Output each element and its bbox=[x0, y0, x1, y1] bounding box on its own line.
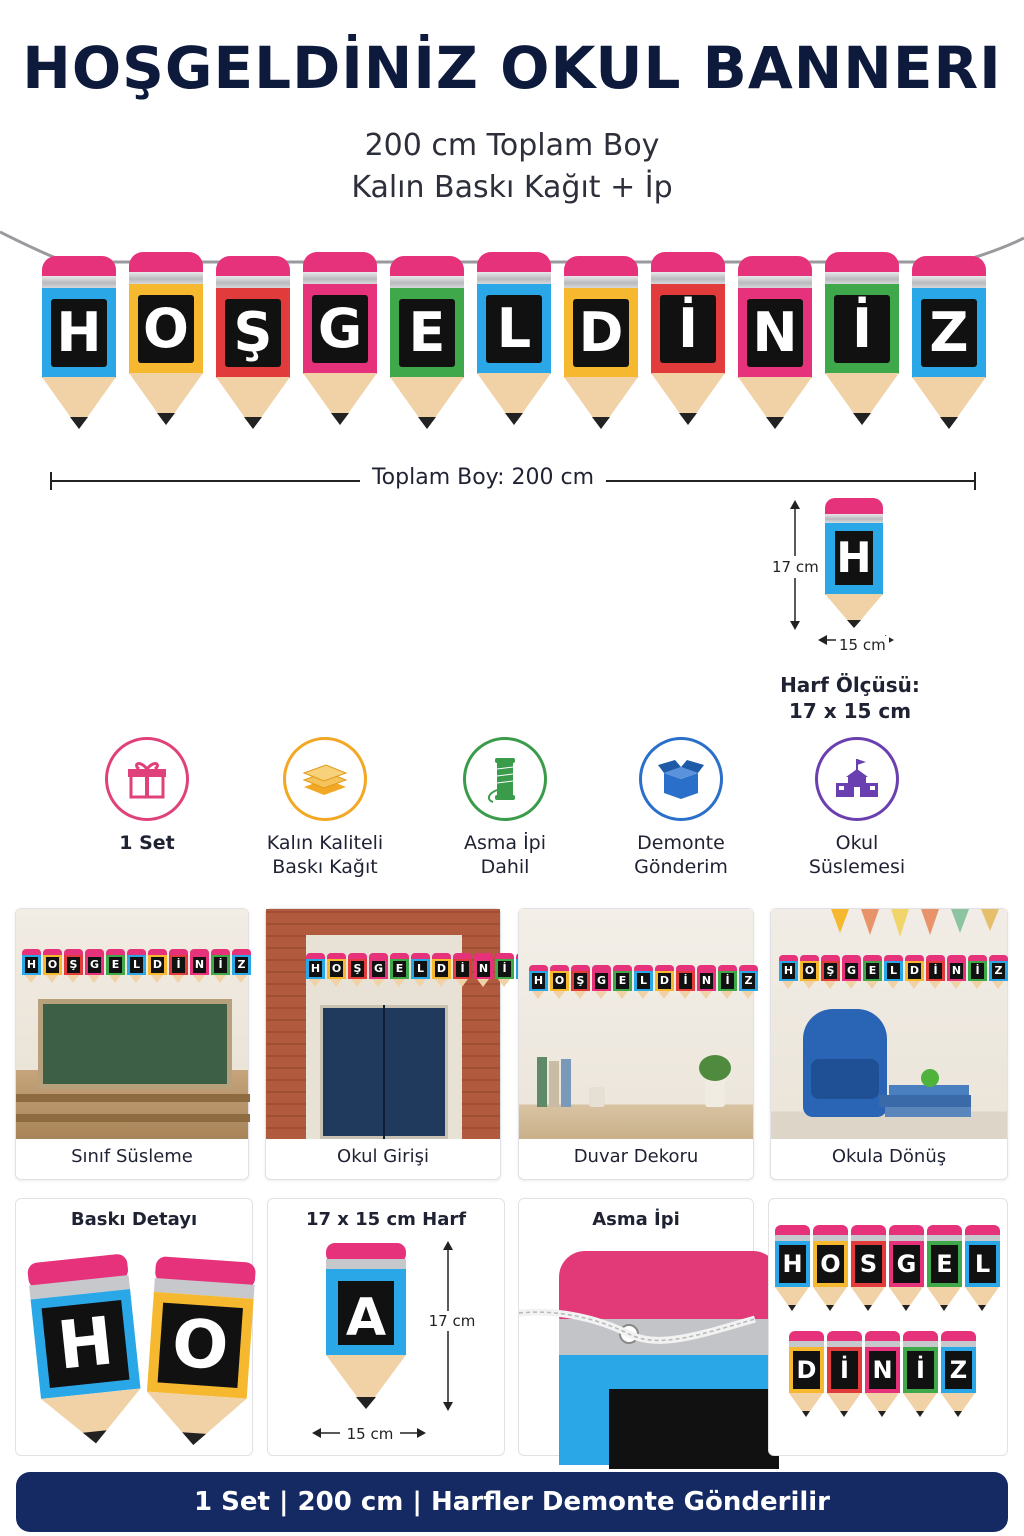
photo-caption: Okul Girişi bbox=[337, 1146, 429, 1167]
mini-pencil: O bbox=[550, 965, 569, 999]
split-pencil: L bbox=[965, 1225, 1000, 1315]
mini-pencil: H bbox=[529, 965, 548, 999]
banner-pencil-9 bbox=[734, 256, 816, 436]
mini-pencil: Z bbox=[989, 955, 1008, 989]
mini-pencil: İ bbox=[211, 949, 230, 983]
mini-pencil: H bbox=[22, 949, 41, 983]
photo-back-to-school bbox=[770, 908, 1008, 1180]
banner-pencil-6 bbox=[473, 252, 555, 432]
mini-pencil: E bbox=[863, 955, 882, 989]
mini-pencil: Ş bbox=[571, 965, 590, 999]
mini-pencil: İ bbox=[495, 953, 514, 987]
split-pencil: D bbox=[789, 1331, 824, 1421]
split-pencil: İ bbox=[903, 1331, 938, 1421]
single-letter: H bbox=[835, 531, 873, 585]
mini-pencil: İ bbox=[676, 965, 695, 999]
feature-school-label: Okul Süslemesi bbox=[808, 832, 906, 878]
mini-pencil: Ş bbox=[64, 949, 83, 983]
size-detail-graphic bbox=[268, 1239, 506, 1457]
banner-letter: İ bbox=[660, 295, 716, 363]
single-height-label: 17 cm bbox=[772, 558, 819, 576]
mini-pencil: İ bbox=[718, 965, 737, 999]
photo-entrance bbox=[265, 908, 507, 1180]
banner-letter: Z bbox=[921, 299, 977, 367]
single-width-label: 15 cm bbox=[836, 636, 889, 654]
mini-pencil: Z bbox=[739, 965, 758, 999]
svg-text:A: A bbox=[345, 1288, 387, 1348]
paper-stack-icon bbox=[283, 737, 367, 821]
detail-rope bbox=[518, 1198, 754, 1456]
single-letter-pencil bbox=[823, 498, 885, 630]
banner-pencil-10 bbox=[821, 252, 903, 432]
mini-pencil: N bbox=[947, 955, 966, 989]
split-pencil: N bbox=[865, 1331, 900, 1421]
banner-letter: İ bbox=[834, 295, 890, 363]
letter-size-title-2: 17 x 15 cm bbox=[788, 699, 912, 723]
split-pencil: E bbox=[927, 1225, 962, 1315]
print-letter-2: O bbox=[169, 1304, 231, 1386]
mini-pencil: İ bbox=[968, 955, 987, 989]
photo-caption: Sınıf Süsleme bbox=[71, 1146, 193, 1167]
mini-pencil: Z bbox=[232, 949, 251, 983]
mini-pencil: H bbox=[779, 955, 798, 989]
mini-pencil: İ bbox=[453, 953, 472, 987]
svg-text:17 cm: 17 cm bbox=[428, 1312, 476, 1330]
photo-caption: Okula Dönüş bbox=[831, 1146, 947, 1167]
feature-rope-label: Asma İpi Dahil bbox=[463, 832, 547, 878]
banner-pencil-1 bbox=[38, 256, 120, 436]
mini-pencil: H bbox=[306, 953, 325, 987]
mini-pencil: G bbox=[842, 955, 861, 989]
feature-box bbox=[596, 737, 766, 879]
banner-pencil-5 bbox=[386, 256, 468, 436]
print-detail-graphic bbox=[16, 1239, 254, 1457]
subtitle-length: 200 cm Toplam Boy bbox=[364, 128, 660, 163]
banner-letter: O bbox=[138, 295, 194, 363]
mini-pencil: Ş bbox=[348, 953, 367, 987]
mini-pencil: N bbox=[474, 953, 493, 987]
school-icon bbox=[815, 737, 899, 821]
split-pencil: O bbox=[813, 1225, 848, 1315]
mini-pencil: G bbox=[85, 949, 104, 983]
mini-pencil: O bbox=[800, 955, 819, 989]
mini-pencil: L bbox=[634, 965, 653, 999]
split-row-1 bbox=[775, 1225, 1000, 1315]
mini-pencil: D bbox=[655, 965, 674, 999]
banner-letter: D bbox=[573, 299, 629, 367]
banner-pencil-7 bbox=[560, 256, 642, 436]
mini-pencil: D bbox=[905, 955, 924, 989]
mini-pencil: İ bbox=[169, 949, 188, 983]
letter-size-title bbox=[760, 672, 940, 724]
banner-letter: L bbox=[486, 295, 542, 363]
mini-pencil: L bbox=[884, 955, 903, 989]
print-letter-1: H bbox=[53, 1302, 117, 1385]
measure-tick-right bbox=[974, 472, 976, 490]
split-pencil: G bbox=[889, 1225, 924, 1315]
banner-pencil-11 bbox=[908, 256, 990, 436]
feature-paper bbox=[240, 737, 410, 879]
mini-pencil: G bbox=[369, 953, 388, 987]
footer-bar: 1 Set | 200 cm | Harfler Demonte Gönderilir bbox=[16, 1472, 1008, 1532]
feature-school bbox=[772, 737, 942, 879]
mini-pencil: O bbox=[327, 953, 346, 987]
mini-pencil: L bbox=[411, 953, 430, 987]
split-pencil: H bbox=[775, 1225, 810, 1315]
detail-print bbox=[15, 1198, 253, 1456]
banner-letter: G bbox=[312, 295, 368, 363]
detail-split-banner bbox=[768, 1198, 1008, 1456]
svg-text:15 cm: 15 cm bbox=[346, 1425, 394, 1443]
split-pencil: Z bbox=[941, 1331, 976, 1421]
mini-pencil: L bbox=[127, 949, 146, 983]
open-box-icon bbox=[639, 737, 723, 821]
mini-pencil: D bbox=[148, 949, 167, 983]
mini-pencil: N bbox=[697, 965, 716, 999]
mini-pencil: E bbox=[613, 965, 632, 999]
letter-size-title-1: Harf Ölçüsü: bbox=[780, 673, 920, 697]
photo-caption: Duvar Dekoru bbox=[573, 1146, 699, 1167]
detail-size-title: 17 x 15 cm Harf bbox=[305, 1209, 467, 1230]
main-banner bbox=[38, 252, 988, 442]
mini-pencil: E bbox=[106, 949, 125, 983]
banner-pencil-3 bbox=[212, 256, 294, 436]
mini-pencil: E bbox=[390, 953, 409, 987]
banner-pencil-8 bbox=[647, 252, 729, 432]
thread-spool-icon bbox=[463, 737, 547, 821]
feature-paper-label: Kalın Kaliteli Baskı Kağıt bbox=[266, 832, 384, 878]
banner-pencil-2 bbox=[125, 252, 207, 432]
mini-pencil: G bbox=[592, 965, 611, 999]
detail-print-title: Baskı Detayı bbox=[70, 1209, 198, 1230]
mini-pencil: N bbox=[190, 949, 209, 983]
feature-set-label: 1 Set bbox=[119, 832, 175, 854]
split-pencil: S bbox=[851, 1225, 886, 1315]
rope-detail-graphic bbox=[519, 1239, 755, 1457]
feature-rope bbox=[420, 737, 590, 879]
detail-rope-title: Asma İpi bbox=[592, 1209, 680, 1230]
detail-size bbox=[267, 1198, 505, 1456]
banner-pencil-4 bbox=[299, 252, 381, 432]
subtitle-material: Kalın Baskı Kağıt + İp bbox=[351, 170, 673, 205]
mini-pencil: D bbox=[432, 953, 451, 987]
total-length-label: Toplam Boy: 200 cm bbox=[360, 465, 606, 490]
mini-pencil: Ş bbox=[821, 955, 840, 989]
photo-wall bbox=[518, 908, 754, 1180]
banner-letter: H bbox=[51, 299, 107, 367]
mini-pencil: İ bbox=[926, 955, 945, 989]
split-row-2 bbox=[789, 1331, 976, 1421]
banner-letter: E bbox=[399, 299, 455, 367]
split-pencil: İ bbox=[827, 1331, 862, 1421]
banner-letter: Ş bbox=[225, 299, 281, 367]
feature-box-label: Demonte Gönderim bbox=[634, 832, 728, 878]
photo-classroom bbox=[15, 908, 249, 1180]
feature-set bbox=[62, 737, 232, 855]
gift-icon bbox=[105, 737, 189, 821]
page-title: HOŞGELDİNİZ OKUL BANNERI bbox=[22, 34, 1002, 102]
banner-letter: N bbox=[747, 299, 803, 367]
mini-pencil: O bbox=[43, 949, 62, 983]
